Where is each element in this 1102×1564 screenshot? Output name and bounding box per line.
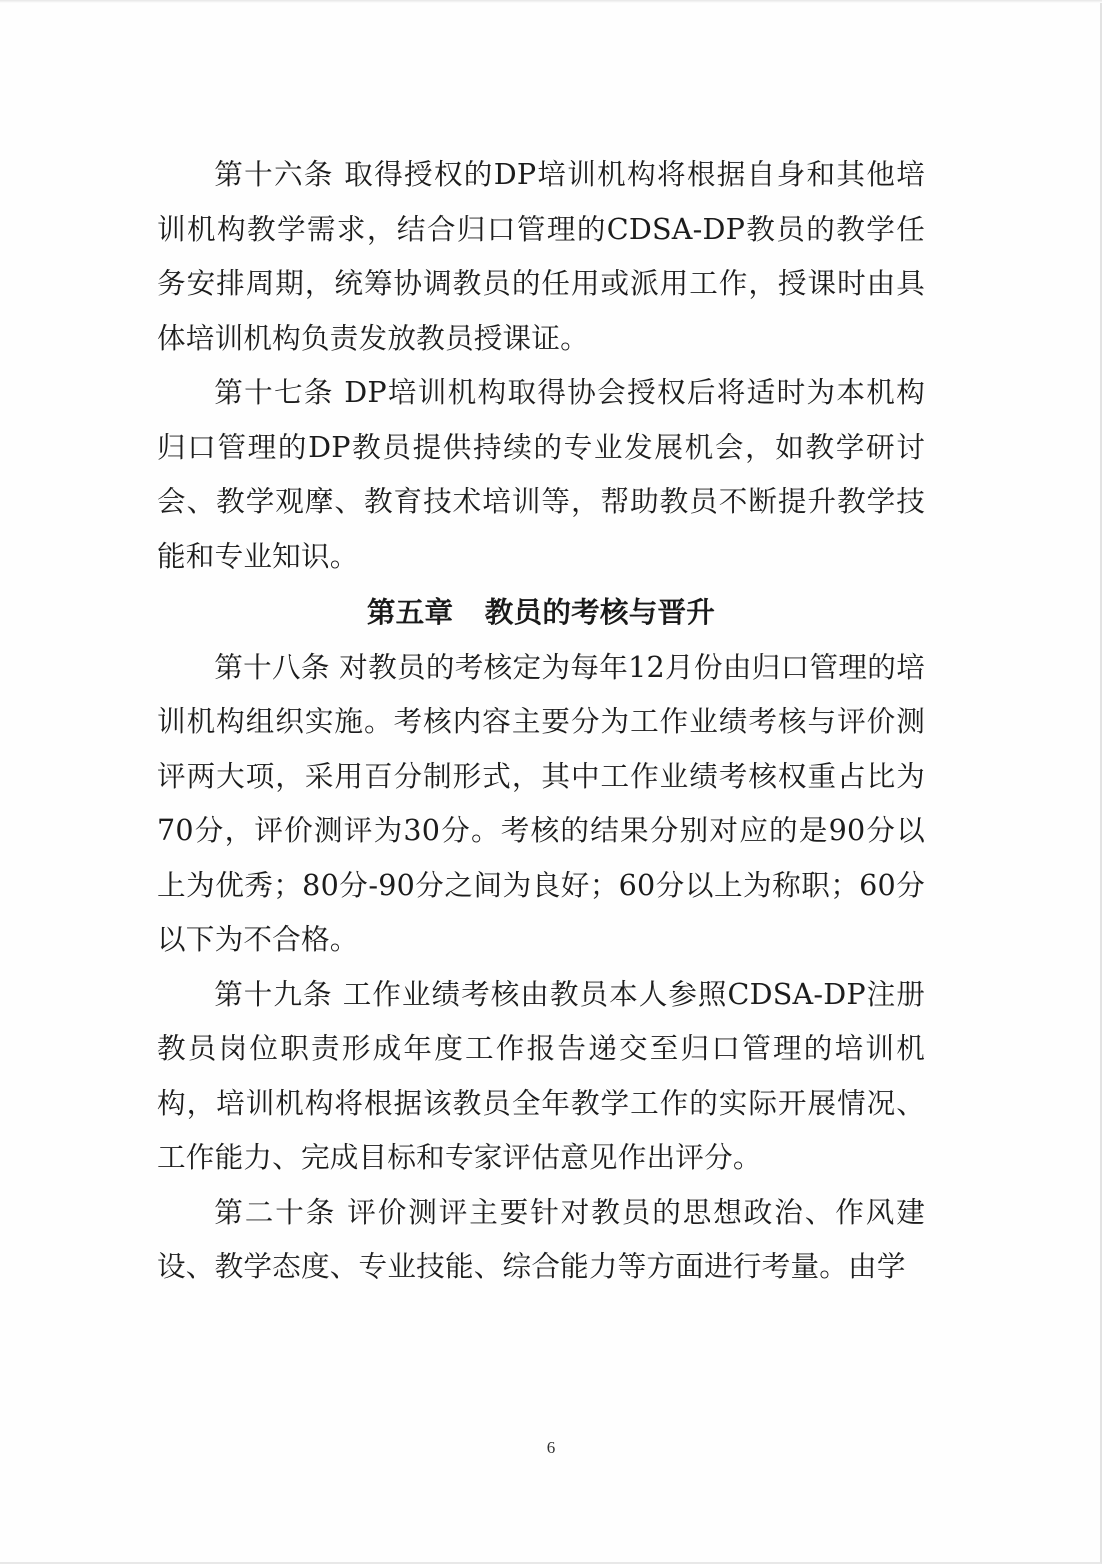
document-body: [157, 147, 925, 1294]
article-17: 第十七条 DP培训机构取得协会授权后将适时为本机构归口管理的DP教员提供持续的专业发展机会，如教学研讨会、教学观摩、教育技术培训等，帮助教员不断提升教学技能和专业知识。: [157, 375, 925, 573]
article-16: 第十六条 取得授权的DP培训机构将根据自身和其他培训机构教学需求，结合归口管理的CDSA-DP教员的教学任务安排周期，统筹协调教员的任用或派用工作，授课时由具体培训机构负责发放教员授课证。: [157, 157, 925, 355]
chapter-number: 第五章: [366, 595, 454, 629]
chapter-heading: [157, 585, 925, 640]
page-number: 6: [546, 1438, 556, 1457]
article-20: 第二十条 评价测评主要针对教员的思想政治、作风建设、教学态度、专业技能、综合能力等方面进行考量。由学: [157, 1194, 925, 1283]
page-edge: [0, 0, 1102, 3]
article-18: 第十八条 对教员的考核定为每年12月份由归口管理的培训机构组织实施。考核内容主要分为工作业绩考核与评价测评两大项，采用百分制形式，其中工作业绩考核权重占比为70分，评价测评为30分。考核的结果分别对应的是90分以上为优秀；80分-90分之间为良好；60分以上为称职；60分以下为不合格。: [157, 649, 925, 956]
chapter-title: 教员的考核与晋升: [484, 595, 716, 629]
article-19: 第十九条 工作业绩考核由教员本人参照CDSA-DP注册教员岗位职责形成年度工作报告递交至归口管理的培训机构，培训机构将根据该教员全年教学工作的实际开展情况、工作能力、完成目标和专家评估意见作出评分。: [157, 976, 925, 1174]
